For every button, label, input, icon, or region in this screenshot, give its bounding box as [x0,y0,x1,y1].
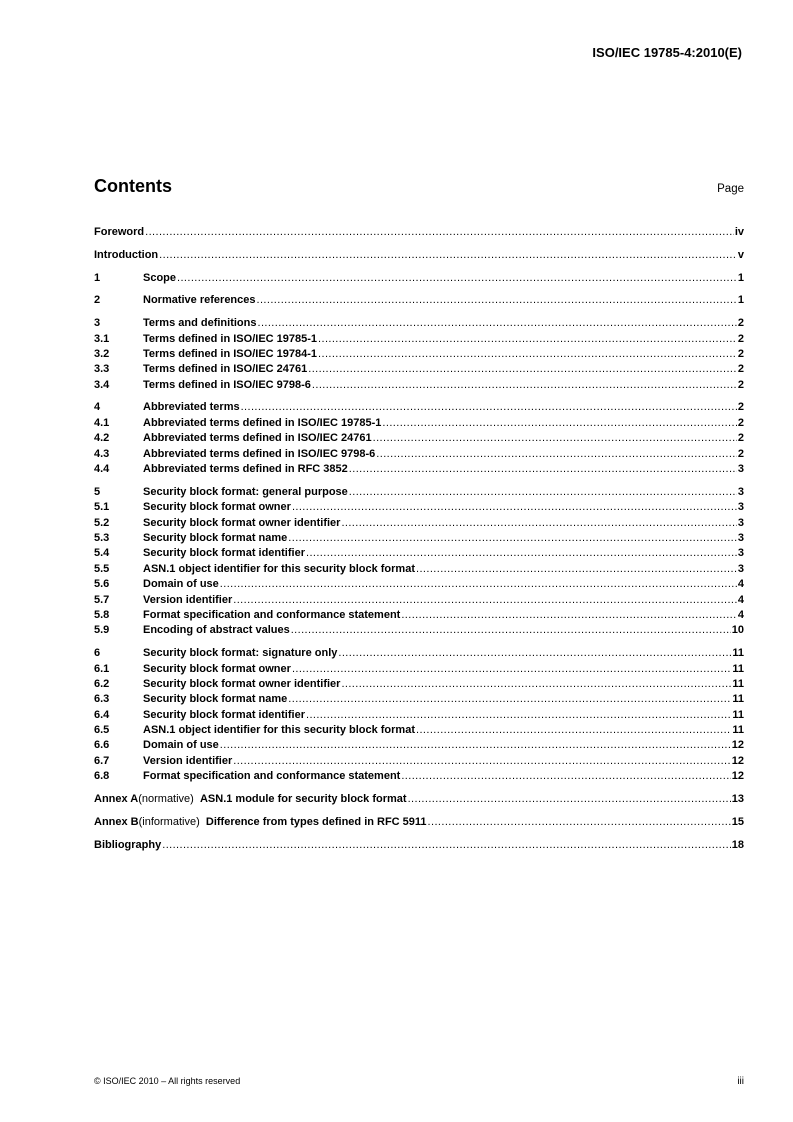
toc-entry-page: 2 [737,401,744,414]
toc-group [94,272,744,287]
toc-entry-title: Security block format owner identifier [143,677,341,690]
toc-entry-number: 4.4 [94,463,110,476]
toc-entry-page: 11 [732,724,744,737]
toc-leader-dots [162,839,731,851]
toc-entry-title: Security block format owner [143,501,291,514]
toc-entry-number: 6.5 [94,724,110,737]
toc-leader-dots [292,663,731,675]
document-identifier: ISO/IEC 19785-4:2010(E) [592,45,742,60]
toc-entry-page: 11 [732,708,744,721]
toc-leader-dots [233,755,731,767]
toc-entry-number: 5.8 [94,608,110,621]
toc-group [94,317,744,394]
toc-entry-number: 6 [94,647,101,660]
table-of-contents [94,226,744,861]
toc-entry[interactable] [94,793,744,808]
toc-entry-title: Abbreviated terms defined in ISO/IEC 9798-6 [143,447,376,460]
toc-leader-dots [220,739,731,751]
toc-entry[interactable] [94,839,744,854]
toc-entry-number: 6.4 [94,708,110,721]
toc-leader-dots [341,517,736,529]
toc-group [94,249,744,264]
toc-entry[interactable] [94,578,744,593]
toc-entry-title: Security block format name [143,531,288,544]
toc-entry-page: 3 [737,547,744,560]
toc-entry-title: Abbreviated terms defined in ISO/IEC 19785-1 [143,416,382,429]
toc-entry[interactable] [94,333,744,348]
toc-entry[interactable] [94,317,744,332]
toc-entry-number: 3.2 [94,347,110,360]
toc-entry-page: 15 [731,815,744,828]
toc-entry-page: 2 [737,332,744,345]
toc-entry-page: 11 [732,677,744,690]
toc-entry-title: Security block format owner identifier [143,516,341,529]
toc-entry-number: 3.1 [94,332,110,345]
toc-entry[interactable] [94,663,744,678]
toc-leader-dots [288,532,737,544]
toc-leader-dots [291,624,731,636]
toc-group [94,647,744,786]
toc-entry[interactable] [94,401,744,416]
toc-entry-page: 12 [731,770,744,783]
toc-entry[interactable] [94,294,744,309]
toc-entry[interactable] [94,678,744,693]
toc-entry-title: Foreword [94,226,145,238]
toc-entry-page: 11 [732,693,744,706]
toc-entry[interactable] [94,724,744,739]
toc-group [94,226,744,241]
toc-leader-dots [382,417,736,429]
toc-entry-number: 3 [94,317,101,330]
toc-leader-dots [257,294,737,306]
toc-leader-dots [376,448,737,460]
page-column-label: Page [717,183,744,195]
toc-entry-title: Bibliography [94,838,162,851]
toc-entry[interactable] [94,226,744,241]
toc-leader-dots [416,563,737,575]
toc-annex-title: ASN.1 module for security block format [199,793,407,806]
toc-entry[interactable] [94,379,744,394]
toc-entry-number: 6.8 [94,770,110,783]
toc-group [94,401,744,478]
toc-entry-page: 2 [737,378,744,391]
toc-entry-page: iv [734,226,744,238]
toc-entry-page: 3 [737,562,744,575]
toc-entry-title: Security block format: signature only [143,647,338,660]
toc-entry[interactable] [94,517,744,532]
toc-entry-number: 6.7 [94,754,110,767]
toc-entry[interactable] [94,624,744,639]
toc-entry-page: 11 [732,662,744,675]
toc-leader-dots [145,226,734,238]
toc-entry[interactable] [94,432,744,447]
toc-entry[interactable] [94,463,744,478]
toc-entry-page: 2 [737,432,744,445]
toc-leader-dots [318,333,737,345]
copyright-notice: © ISO/IEC 2010 – All rights reserved [94,1076,241,1086]
toc-leader-dots [288,693,731,705]
toc-entry-page: 3 [737,501,744,514]
toc-entry-title: Format specification and conformance statement [143,770,401,783]
toc-leader-dots [257,317,736,329]
toc-entry[interactable] [94,709,744,724]
toc-entry-number: 5.4 [94,547,110,560]
toc-entry-number: 5.3 [94,531,110,544]
toc-leader-dots [177,272,737,284]
toc-leader-dots [306,709,731,721]
toc-entry-title: Terms defined in ISO/IEC 9798-6 [143,378,311,391]
toc-entry[interactable] [94,816,744,831]
toc-entry[interactable] [94,755,744,770]
toc-annex-title: Difference from types defined in RFC 5911 [205,815,427,828]
toc-leader-dots [428,816,731,828]
toc-group [94,793,744,808]
toc-entry-number: 3.4 [94,378,110,391]
toc-leader-dots [349,486,737,498]
toc-leader-dots [312,379,737,391]
toc-leader-dots [233,594,737,606]
toc-entry-title: Scope [143,271,177,284]
toc-entry-title: Security block format: general purpose [143,485,348,498]
toc-leader-dots [292,501,737,513]
page-number: iii [737,1076,744,1087]
toc-entry[interactable] [94,532,744,547]
toc-entry-number: 5.5 [94,562,110,575]
toc-entry-page: 10 [731,624,744,637]
toc-entry-page: 2 [737,317,744,330]
toc-entry[interactable] [94,417,744,432]
toc-entry-page: 12 [731,739,744,752]
toc-entry[interactable] [94,501,744,516]
toc-group [94,816,744,831]
toc-entry-title: Abbreviated terms defined in RFC 3852 [143,463,348,476]
toc-entry[interactable] [94,272,744,287]
contents-title: Contents [94,176,172,196]
toc-entry-title: Terms and definitions [143,317,257,330]
toc-entry-page: 2 [737,447,744,460]
toc-leader-dots [341,678,731,690]
toc-entry-page: 2 [737,347,744,360]
toc-entry-number: 5.1 [94,501,110,514]
toc-entry[interactable] [94,563,744,578]
toc-leader-dots [159,249,737,261]
toc-entry-page: 11 [732,647,744,660]
toc-leader-dots [416,724,731,736]
toc-annex-type: (informative) [138,815,200,828]
toc-entry-title: Annex B [94,815,139,828]
toc-entry-number: 4.1 [94,416,110,429]
toc-entry[interactable] [94,739,744,754]
toc-entry-title: Terms defined in ISO/IEC 24761 [143,363,308,376]
toc-entry-page: 1 [737,271,744,284]
toc-leader-dots [408,793,731,805]
toc-entry-page: 3 [737,516,744,529]
toc-entry-page: 12 [731,754,744,767]
toc-group [94,294,744,309]
toc-entry[interactable] [94,363,744,378]
toc-entry-number: 1 [94,271,101,284]
toc-entry-title: Terms defined in ISO/IEC 19784-1 [143,347,318,360]
toc-entry-page: 4 [737,593,744,606]
toc-leader-dots [401,609,737,621]
toc-entry-title: Security block format identifier [143,708,305,721]
toc-group [94,486,744,640]
toc-entry[interactable] [94,609,744,624]
toc-entry-number: 5.7 [94,593,110,606]
toc-entry-title: Domain of use [143,739,219,752]
toc-entry-number: 6.3 [94,693,110,706]
toc-entry-page: 13 [731,793,744,806]
toc-entry-title: Security block format owner [143,662,291,675]
toc-entry-title: ASN.1 object identifier for this security block format [143,562,415,575]
toc-entry-title: ASN.1 object identifier for this security block format [143,724,415,737]
toc-entry-title: Terms defined in ISO/IEC 19785-1 [143,332,318,345]
toc-entry-title: Domain of use [143,578,219,591]
page-footer [94,1076,744,1087]
toc-entry[interactable] [94,249,744,264]
toc-entry-number: 5 [94,485,101,498]
toc-leader-dots [373,432,737,444]
toc-entry-page: 3 [737,531,744,544]
toc-entry-number: 4.2 [94,432,110,445]
toc-entry-number: 6.2 [94,677,110,690]
toc-entry-page: 1 [737,294,744,307]
toc-entry-number: 6.1 [94,662,110,675]
toc-entry-page: 3 [737,463,744,476]
toc-group [94,839,744,854]
toc-entry[interactable] [94,348,744,363]
toc-entry-page: 2 [737,416,744,429]
toc-entry-number: 2 [94,294,101,307]
toc-entry[interactable] [94,448,744,463]
toc-entry-number: 5.2 [94,516,110,529]
toc-entry-title: Format specification and conformance statement [143,608,401,621]
toc-entry-number: 4 [94,401,101,414]
toc-entry-page: 4 [737,608,744,621]
toc-entry-title: Abbreviated terms defined in ISO/IEC 24761 [143,432,372,445]
toc-entry-number: 4.3 [94,447,110,460]
toc-leader-dots [338,647,731,659]
toc-entry-title: Version identifier [143,754,233,767]
toc-entry-title: Introduction [94,248,159,261]
toc-leader-dots [306,547,737,559]
toc-leader-dots [308,363,737,375]
toc-entry-number: 5.9 [94,624,110,637]
toc-entry-page: 18 [731,838,744,851]
toc-entry-title: Encoding of abstract values [143,624,290,637]
toc-entry-page: 4 [737,578,744,591]
toc-entry[interactable] [94,486,744,501]
toc-entry-number: 3.3 [94,363,110,376]
toc-leader-dots [241,401,737,413]
toc-entry[interactable] [94,594,744,609]
toc-entry-number: 6.6 [94,739,110,752]
contents-heading-row [94,176,744,197]
toc-entry-title: Security block format name [143,693,288,706]
toc-leader-dots [401,770,730,782]
toc-leader-dots [349,463,737,475]
toc-entry-title: Version identifier [143,593,233,606]
toc-entry-title: Abbreviated terms [143,401,240,414]
toc-entry-page: 3 [737,485,744,498]
toc-entry[interactable] [94,647,744,662]
toc-entry-title: Annex A [94,793,139,806]
toc-leader-dots [318,348,737,360]
toc-entry[interactable] [94,693,744,708]
toc-entry[interactable] [94,547,744,562]
toc-entry-page: 2 [737,363,744,376]
toc-entry[interactable] [94,770,744,785]
toc-entry-title: Normative references [143,294,256,307]
toc-annex-type: (normative) [138,793,194,806]
toc-entry-number: 5.6 [94,578,110,591]
toc-entry-page: v [737,248,744,261]
toc-entry-title: Security block format identifier [143,547,305,560]
toc-leader-dots [220,578,737,590]
